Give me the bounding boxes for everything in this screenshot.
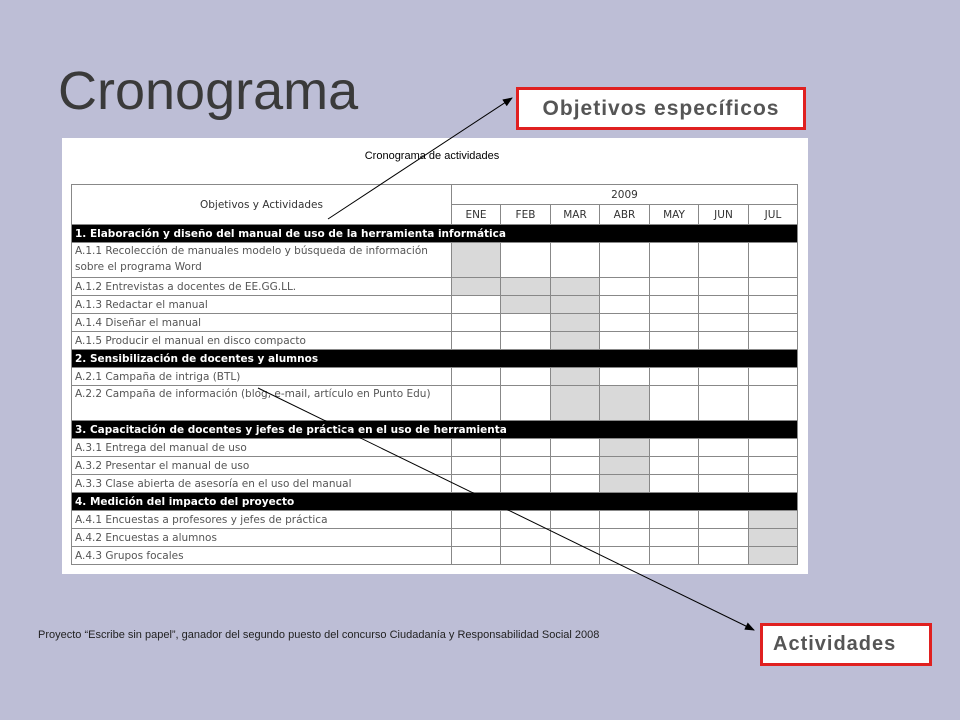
- month-header: ABR: [600, 205, 650, 225]
- footer-note: Proyecto “Escribe sin papel”, ganador del segundo puesto del concurso Ciudadanía y Responsabilidad Social 2008: [38, 629, 600, 641]
- activity-label: A.3.3 Clase abierta de asesoría en el uso del manual: [72, 475, 452, 493]
- activity-label: A.4.2 Encuestas a alumnos: [72, 529, 452, 547]
- activity-label: A.4.1 Encuestas a profesores y jefes de práctica: [72, 511, 452, 529]
- section-label: 2. Sensibilización de docentes y alumnos: [72, 350, 798, 368]
- section-label: 3. Capacitación de docentes y jefes de práctica en el uso de herramienta: [72, 421, 798, 439]
- activity-label: A.4.3 Grupos focales: [72, 547, 452, 565]
- activity-label: A.2.2 Campaña de información (blog, e-mail, artículo en Punto Edu): [72, 386, 452, 421]
- section-label: 1. Elaboración y diseño del manual de uso de la herramienta informática: [72, 225, 798, 243]
- activity-label: A.1.3 Redactar el manual: [72, 296, 452, 314]
- arrow-to-objectives: [328, 98, 512, 219]
- month-header: JUN: [699, 205, 749, 225]
- section-label: 4. Medición del impacto del proyecto: [72, 493, 798, 511]
- activity-label: A.1.4 Diseñar el manual: [72, 314, 452, 332]
- arrow-to-activities: [258, 388, 754, 630]
- activity-label: A.1.5 Producir el manual en disco compacto: [72, 332, 452, 350]
- activity-label: A.2.1 Campaña de intriga (BTL): [72, 368, 452, 386]
- activity-label: A.3.2 Presentar el manual de uso: [72, 457, 452, 475]
- activity-label: A.1.1 Recolección de manuales modelo y búsqueda de información sobre el programa Word: [72, 243, 452, 278]
- slide-title: Cronograma: [58, 61, 359, 121]
- month-header: FEB: [501, 205, 551, 225]
- month-header: MAR: [551, 205, 600, 225]
- objectives-callout: Objetivos específicos: [516, 87, 806, 130]
- header-year: 2009: [452, 185, 798, 205]
- month-header: JUL: [749, 205, 798, 225]
- activities-callout: Actividades: [760, 623, 932, 666]
- activity-label: A.1.2 Entrevistas a docentes de EE.GG.LL.: [72, 278, 452, 296]
- schedule-caption: Cronograma de actividades: [364, 150, 500, 162]
- activity-label: A.3.1 Entrega del manual de uso: [72, 439, 452, 457]
- month-header: MAY: [650, 205, 699, 225]
- header-objectives-activities: Objetivos y Actividades: [72, 185, 452, 225]
- month-header: ENE: [452, 205, 501, 225]
